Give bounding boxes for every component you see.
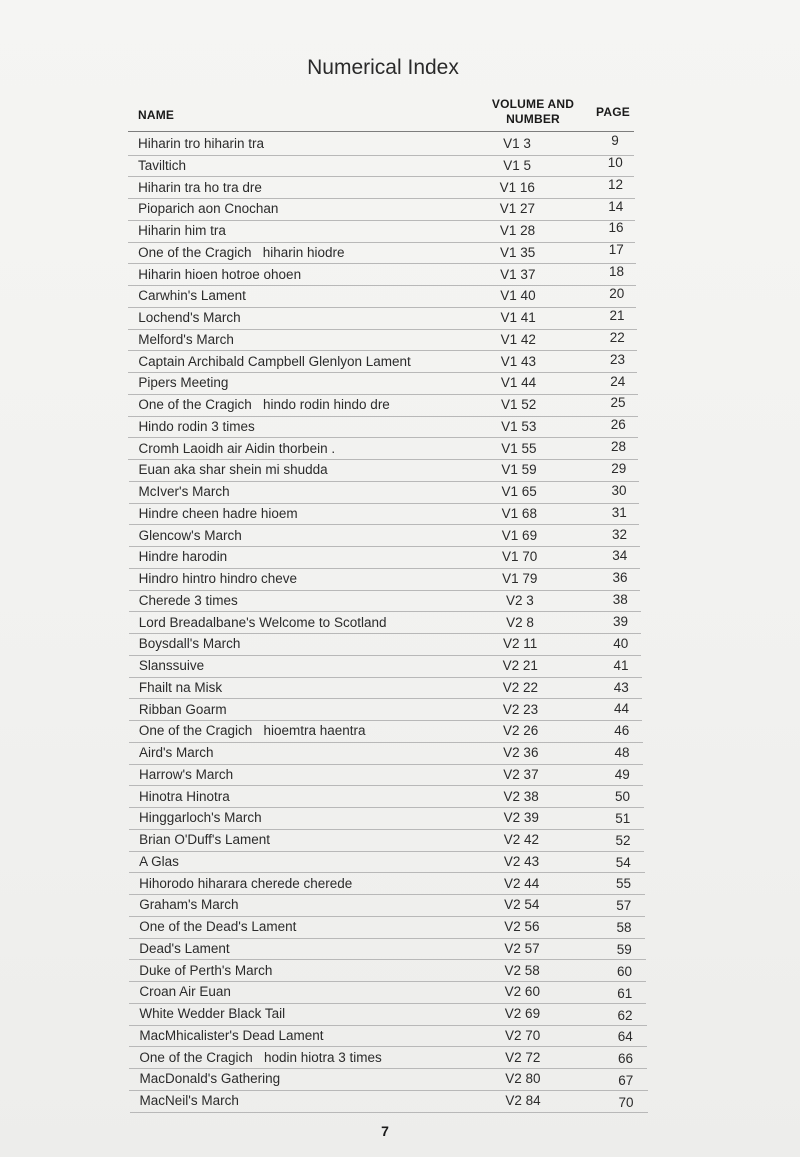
table-row <box>129 590 641 613</box>
table-row <box>129 764 643 787</box>
table-row <box>129 677 642 700</box>
row-name: Croan Air Euan <box>139 984 231 1000</box>
row-name: Carwhin's Lament <box>138 288 246 304</box>
row-volume-number: V2 56 <box>504 919 540 934</box>
row-page: 10 <box>607 154 623 170</box>
row-name: Harrow's March <box>138 766 234 782</box>
table-row <box>129 481 640 504</box>
row-name: Boysdall's March <box>138 636 241 652</box>
table-row <box>128 416 638 439</box>
row-page: 41 <box>613 657 629 673</box>
row-page: 9 <box>611 133 619 148</box>
table-row <box>128 198 635 221</box>
table-row <box>129 1068 647 1091</box>
row-page: 31 <box>611 504 627 520</box>
row-name: Cromh Laoidh air Aidin thorbein . <box>138 440 336 456</box>
row-page: 30 <box>611 482 627 498</box>
row-page: 18 <box>608 264 624 280</box>
row-volume-number: V1 55 <box>501 440 537 456</box>
row-page: 44 <box>613 701 629 717</box>
row-page: 39 <box>612 614 629 629</box>
row-page: 24 <box>610 373 626 389</box>
row-page: 38 <box>612 592 628 608</box>
row-page: 50 <box>614 788 630 804</box>
row-volume-number: V2 54 <box>504 897 540 913</box>
row-name: MacMhicalister's Dead Lament <box>139 1027 324 1043</box>
table-row <box>129 742 643 765</box>
row-volume-number: V1 69 <box>501 527 538 543</box>
row-page: 40 <box>613 635 629 651</box>
table-row <box>129 786 644 809</box>
row-page: 36 <box>612 570 628 586</box>
row-name: One of the Cragich hiharin hiodre <box>138 244 345 260</box>
row-page: 34 <box>612 548 628 564</box>
row-name: Brian O'Duff's Lament <box>139 832 271 847</box>
table-row <box>128 329 637 352</box>
row-volume-number: V2 36 <box>503 745 539 760</box>
table-row <box>129 503 640 526</box>
table-row <box>128 372 637 395</box>
row-volume-number: V2 80 <box>505 1071 541 1087</box>
table-row <box>130 1090 649 1113</box>
table-row <box>129 960 646 983</box>
row-page: 52 <box>615 832 631 848</box>
row-name: Hindro hintro hindro cheve <box>138 571 298 586</box>
row-volume-number: V2 22 <box>502 679 539 695</box>
row-page: 29 <box>611 460 627 476</box>
row-page: 43 <box>613 679 629 695</box>
row-page: 20 <box>609 286 625 302</box>
row-name: Graham's March <box>139 897 239 913</box>
row-page: 17 <box>608 242 624 258</box>
table-row <box>129 807 644 830</box>
row-page: 60 <box>616 963 632 979</box>
row-volume-number: V1 35 <box>500 244 536 260</box>
row-page: 32 <box>611 526 627 542</box>
row-name: One of the Cragich hindo rodin hindo dre <box>138 397 390 412</box>
page-title: Numerical Index <box>307 56 459 79</box>
table-row <box>128 438 638 461</box>
row-page: 51 <box>615 810 631 826</box>
table-row <box>129 655 642 678</box>
table-row <box>129 1047 647 1070</box>
row-name: Melford's March <box>138 331 234 347</box>
table-row <box>128 285 636 308</box>
row-volume-number: V2 11 <box>502 636 538 652</box>
column-header-volume-line1: VOLUME AND <box>491 97 575 111</box>
row-volume-number: V1 42 <box>500 331 536 347</box>
row-volume-number: V1 79 <box>502 571 538 586</box>
column-header-volume <box>468 97 598 127</box>
row-volume-number: V2 57 <box>504 940 540 956</box>
row-volume-number: V1 16 <box>499 179 535 195</box>
row-name: Aird's March <box>138 745 214 760</box>
table-row <box>128 351 637 374</box>
row-volume-number: V1 43 <box>500 353 536 369</box>
row-volume-number: V2 23 <box>502 701 539 717</box>
row-page: 57 <box>616 898 632 914</box>
row-volume-number: V1 40 <box>500 288 536 304</box>
table-row <box>129 720 643 743</box>
row-page: 28 <box>610 439 626 455</box>
row-name: McIver's March <box>138 484 230 499</box>
row-name: MacNeil's March <box>139 1093 239 1108</box>
row-page: 12 <box>607 176 623 192</box>
row-volume-number: V2 26 <box>503 723 539 739</box>
row-name: Glencow's March <box>138 527 242 543</box>
table-row <box>128 155 634 178</box>
table-row <box>129 612 641 635</box>
row-name: Hiharin him tra <box>138 223 226 238</box>
table-row <box>129 829 644 852</box>
table-row <box>129 568 641 591</box>
row-volume-number: V2 42 <box>503 832 539 847</box>
row-page: 59 <box>616 941 632 957</box>
row-name: Taviltich <box>138 157 187 173</box>
column-header-page: PAGE <box>596 105 630 119</box>
row-name: Hindre cheen hadre hioem <box>138 505 298 521</box>
row-volume-number: V2 21 <box>502 658 538 673</box>
row-volume-number: V1 44 <box>500 375 537 391</box>
table-row <box>129 525 640 548</box>
row-volume-number: V2 44 <box>503 875 540 891</box>
row-page: 70 <box>618 1095 634 1110</box>
row-volume-number: V2 84 <box>505 1093 541 1108</box>
row-name: Lochend's March <box>138 310 241 325</box>
table-row <box>128 394 637 417</box>
table-row <box>128 220 635 243</box>
row-name: Pioparich aon Cnochan <box>138 201 279 217</box>
row-name: Hiharin tra ho tra dre <box>138 179 262 195</box>
table-row <box>129 916 645 939</box>
row-name: Captain Archibald Campbell Glenlyon Lament <box>138 353 411 369</box>
table-row <box>129 633 642 656</box>
row-name: Pipers Meeting <box>138 375 229 391</box>
row-volume-number: V1 3 <box>503 136 531 151</box>
table-row <box>129 851 644 874</box>
row-page: 25 <box>610 395 626 411</box>
row-page: 49 <box>614 767 630 783</box>
row-page: 26 <box>610 417 626 433</box>
row-name: Cherede 3 times <box>138 592 238 608</box>
table-row <box>129 699 642 722</box>
table-row <box>128 177 635 200</box>
table-row <box>128 242 635 265</box>
row-name: Hinggarloch's March <box>139 810 262 826</box>
row-name: Slanssuive <box>138 658 205 673</box>
table-row <box>129 873 645 896</box>
row-volume-number: V1 68 <box>501 505 537 521</box>
row-volume-number: V2 72 <box>505 1049 541 1065</box>
column-header-name: NAME <box>138 108 175 122</box>
row-name: One of the Dead's Lament <box>139 919 297 934</box>
row-volume-number: V1 41 <box>500 310 536 325</box>
row-volume-number: V2 38 <box>503 788 539 804</box>
table-row <box>128 307 636 330</box>
row-page: 23 <box>609 351 625 367</box>
row-volume-number: V1 52 <box>500 397 537 412</box>
row-volume-number: V1 53 <box>501 418 537 434</box>
row-name: Hihorodo hiharara cherede cherede <box>139 875 353 891</box>
row-volume-number: V1 37 <box>500 266 536 282</box>
row-page: 55 <box>615 876 631 892</box>
table-row <box>129 981 646 1004</box>
row-volume-number: V2 39 <box>503 810 539 826</box>
row-volume-number: V2 58 <box>504 962 540 978</box>
row-page: 22 <box>609 329 625 345</box>
table-row <box>128 264 636 287</box>
row-name: Hindre harodin <box>138 549 228 565</box>
row-volume-number: V2 70 <box>504 1027 541 1043</box>
row-page: 67 <box>618 1073 634 1089</box>
row-volume-number: V1 5 <box>503 157 532 173</box>
row-volume-number: V2 69 <box>504 1006 541 1021</box>
row-name: Duke of Perth's March <box>139 962 273 978</box>
row-name: Lord Breadalbane's Welcome to Scotland <box>138 614 387 630</box>
row-volume-number: V1 70 <box>501 549 538 565</box>
row-volume-number: V2 43 <box>503 853 540 869</box>
row-name: One of the Cragich hioemtra haentra <box>138 723 366 739</box>
row-name: Hiharin tro hiharin tra <box>138 136 265 151</box>
row-volume-number: V1 59 <box>501 462 537 478</box>
row-name: White Wedder Black Tail <box>139 1006 286 1021</box>
row-name: Fhailt na Misk <box>138 679 223 695</box>
row-page: 14 <box>608 198 624 214</box>
row-volume-number: V1 65 <box>501 484 537 499</box>
row-name: Hiharin hioen hotroe ohoen <box>138 266 302 282</box>
row-name: MacDonald's Gathering <box>139 1071 281 1087</box>
row-page: 16 <box>608 220 624 236</box>
row-volume-number: V1 28 <box>499 223 536 238</box>
row-page: 62 <box>617 1007 633 1023</box>
row-name: Hindo rodin 3 times <box>138 418 255 434</box>
row-name: Euan aka shar shein mi shudda <box>138 462 328 478</box>
row-page: 46 <box>614 723 630 739</box>
row-volume-number: V2 8 <box>506 614 534 630</box>
row-name: Ribban Goarm <box>138 701 227 717</box>
row-page: 54 <box>615 854 631 870</box>
row-page: 58 <box>616 920 632 936</box>
row-page: 64 <box>617 1029 633 1045</box>
row-name: Dead's Lament <box>139 940 230 956</box>
row-volume-number: V2 3 <box>505 592 534 608</box>
row-name: One of the Cragich hodin hiotra 3 times <box>139 1049 382 1065</box>
row-volume-number: V2 37 <box>503 766 539 782</box>
row-page: 48 <box>614 745 630 761</box>
page-number: 7 <box>381 1123 389 1139</box>
table-row <box>129 894 645 917</box>
table-row <box>129 459 639 482</box>
row-volume-number: V2 60 <box>504 984 540 1000</box>
row-volume-number: V1 27 <box>499 201 536 217</box>
table-row <box>129 938 646 961</box>
table-row <box>129 546 640 569</box>
row-name: Hinotra Hinotra <box>139 788 230 804</box>
header-divider <box>128 131 634 132</box>
row-page: 66 <box>617 1051 633 1067</box>
column-header-volume-line2: NUMBER <box>506 112 560 126</box>
row-name: A Glas <box>139 853 179 869</box>
table-row <box>128 133 634 156</box>
table-row <box>129 1025 647 1048</box>
table-row <box>129 1003 646 1026</box>
row-page: 21 <box>609 307 625 323</box>
row-page: 61 <box>617 985 633 1001</box>
